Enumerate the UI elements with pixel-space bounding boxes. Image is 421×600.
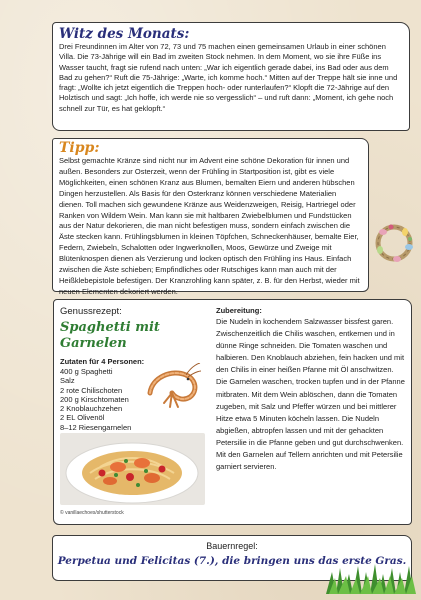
easter-wreath-icon xyxy=(371,220,417,266)
joke-box xyxy=(52,22,410,131)
photo-credit: © vanillaechoes/shutterstock xyxy=(60,510,124,516)
tip-text: Selbst gemachte Kränze sind nicht nur im Advent eine schöne Dekoration für innen und außen. Besonders zur Osterzeit, wenn der Frühling in Startposition ist, gibt es viele Möglichkeiten, einen schönen Kranz aus Blumen, bemalten Eiern und anderen hübschen Dingen herzustellen. Als Basis für den Osterkranz können verschiedene Materialien dienen. Toll machen sich gewundene Kränze aus Weidenzweigen, Reisig, Hartriegel oder Ranken von Wildem Wein. Man kann sie mit haltbaren Zwiebelblumen und Fundstücken aus der Natur dekorieren, die man nicht befestigen muss, sondern einfach zwischen die Äste stecken kann. Frühlingsblumen in kleinen Töpfchen, Schneckenhäuser, bemalte Eier, Federn, Zwiebeln, Schalotten oder Ingwerknollen, Moos, Gewürze und Zweige mit Blütenknospen dienen als Verzierung und locken optisch den Frühling ins Haus. Einfach zwischen die Äste schieben; Empfindliches oder Rutschiges kann man auch mit der Heißklebepistole befestigen. Der Kranzrohling kann später, z. B. für den Herbst, wieder mit neuen Elementen dekoriert werden. xyxy=(59,156,360,296)
method-text: Die Nudeln in kochendem Salzwasser bissfest garen. Zwischenzeitlich die Chilis waschen, entkernen und in dünne Ringe schneiden. Die Tomaten waschen und halbieren. Den Knoblauch abziehen, fein hacken und mit den Chilis in einer heißen Pfanne mit Öl anschwitzen. Die Garnelen waschen, trocken tupfen und in der Pfanne mitbraten. Mit dem Wein ablöschen, dann die Tomaten zugeben, mit Salz und Pfeffer würzen und bei mittlerer Hitze etwa 5 Minuten köcheln lassen. Die Nudeln abgießen, abtropfen lassen und mit der gehackten Petersilie in die Pfanne geben und gut durchschwenken. Mit den Garnelen auf Tellern anrichten und mit Petersilie garniert servieren. xyxy=(216,317,405,472)
grass-icon xyxy=(326,560,416,594)
ingredient-item: 400 g Spaghetti xyxy=(60,367,113,376)
farmers-rule-title: Bauernregel: xyxy=(206,541,258,551)
shrimp-icon xyxy=(142,363,202,415)
spaghetti-photo xyxy=(60,433,205,505)
recipe-right-column xyxy=(216,306,406,473)
tip-box xyxy=(52,138,369,296)
joke-title: Witz des Monats: xyxy=(59,26,190,42)
recipe-box xyxy=(53,299,412,525)
ingredient-item: 2 rote Chilischoten xyxy=(60,385,123,395)
method-title: Zubereitung: xyxy=(216,306,262,315)
joke-text: Drei Freundinnen im Alter von 72, 73 und 75 machen einen gemeinsamen Urlaub in einer schönen Villa. Die 73-Jährige will ein Bad im zweiten Stock nehmen. In dem Moment, wo sie ihre Füße ins Wasser taucht, fragt sie rufend nach unten: „War ich eigentlich gerade dabei, ins Bad oder aus dem Bad zu gehen?“ Ruft die 75-Jährige: „Warte, ich komme hoch.“ Mitten auf der Treppe hält sie inne und fragt: „Wollte ich jetzt eigentlich die Treppen hoch- oder runterlaufen?“ Klopft die 72-Jährige auf den Holztisch und sagt: „Ich hoffe, ich werde nie so vergesslich“ – und ruft dann: „Moment, ich gehe noch schnell zur Tür, es hat geklopft.“ xyxy=(59,42,398,113)
ingredient-item: 8–12 Riesengarnelen xyxy=(60,422,132,432)
ingredient-item: 2 EL Olivenöl xyxy=(60,413,105,423)
ingredient-item: Salz xyxy=(60,376,75,386)
ingredient-item: 200 g Kirschtomaten xyxy=(60,394,129,404)
recipe-title: Spaghetti mit Garnelen xyxy=(60,320,160,351)
ingredient-item: 2 Knoblauchzehen xyxy=(60,404,123,414)
farmers-rule-text: Perpetua und Felicitas (7.), die bringen uns das erste Gras. xyxy=(57,555,407,567)
tip-title: Tipp: xyxy=(59,140,100,156)
recipe-kicker: Genussrezept: xyxy=(60,306,122,317)
ingredients-title: Zutaten für 4 Personen: xyxy=(60,357,145,366)
